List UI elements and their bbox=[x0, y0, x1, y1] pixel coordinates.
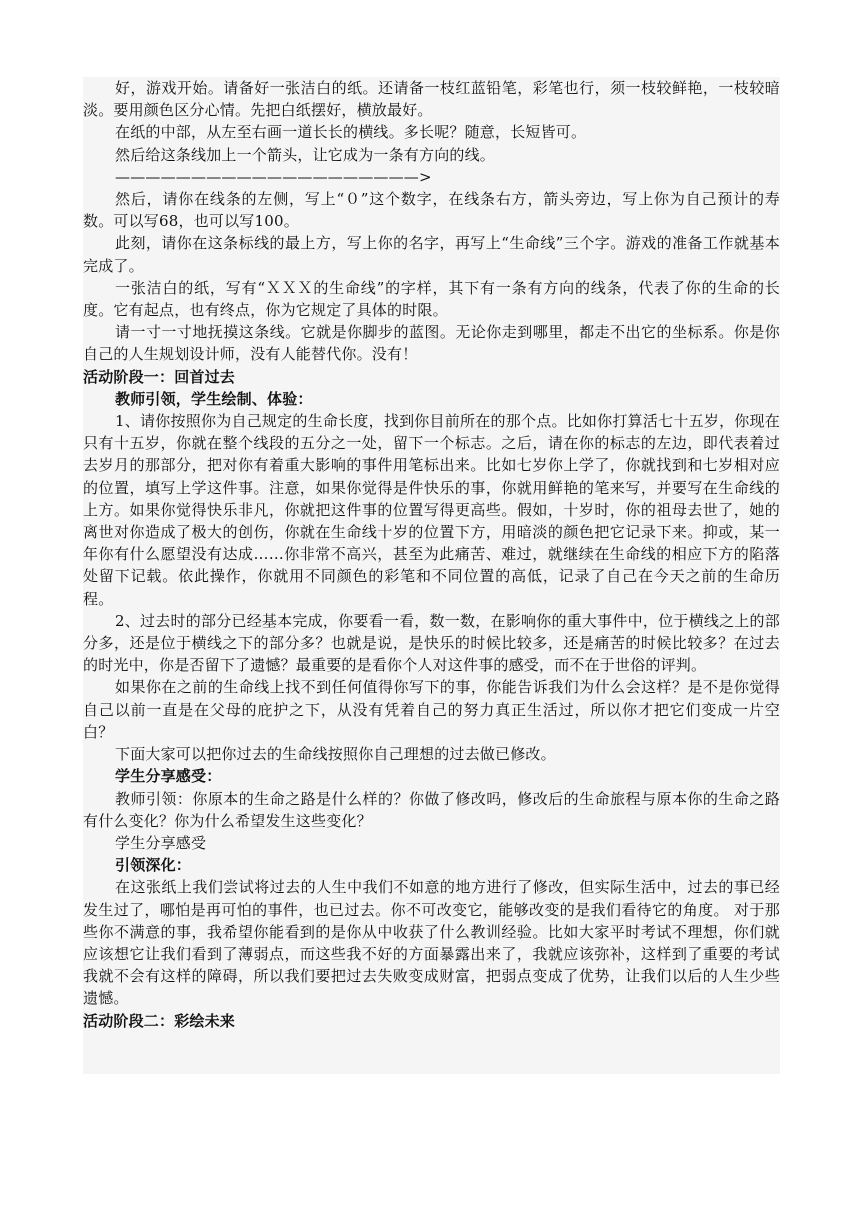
paragraph-lifeline-desc: 一张洁白的纸，写有“ＸＸＸ的生命线”的字样，其下有一条有方向的线条，代表了你的生命的长度。它有起点，也有终点，你为它规定了具体的时限。 bbox=[83, 278, 780, 320]
paragraph-empty-past: 如果你在之前的生命线上找不到任何值得你写下的事，你能告诉我们为什么会这样？是不是你觉得自己以前一直是在父母的庇护之下，从没有凭着自己的努力真正生活过，所以你才把它们变成一片空白？ bbox=[83, 678, 780, 741]
paragraph-write-zero: 然后，请你在线条的左侧，写上“０”这个数字，在线条右方，箭头旁边，写上你为自己预计的寿数。可以写68，也可以写100。 bbox=[83, 190, 780, 231]
paragraph-step-one: 1、请你按照你为自己规定的生命长度，找到你目前所在的那个点。比如你打算活七十五岁，你现在只有十五岁，你就在整个线段的五分之一处，留下一个标志。之后，请在你的标志的左边，即代表着过去岁月的那部分，把对你有着重大影响的事件用笔标出来。比如七岁你上学了，你就找到和七岁相对应的位置，填写上学这件事。注意，如果你觉得是件快乐的事，你就用鲜艳的笔来写，并要写在生命线的上方。如果你觉得快乐非凡，你就把这件事的位置写得更高些。假如，十岁时，你的祖母去世了，她的离世对你造成了极大的创伤，你就在生命线十岁的位置下方，用暗淡的颜色把它记录下来。抑或，某一年你有什么愿望没有达成……你非常不高兴，甚至为此痛苦、难过，就继续在生命线的相应下方的陷落处留下记载。依此操作，你就用不同颜色的彩笔和不同位置的高低，记录了自己在今天之前的生命历程。 bbox=[83, 412, 780, 608]
document-page bbox=[83, 77, 780, 1074]
section-heading-stage-two: 活动阶段二：彩绘未来 bbox=[83, 1011, 236, 1030]
paragraph-game-start: 好，游戏开始。请备好一张洁白的纸。还请备一枝红蓝铅笔，彩笔也行，须一枝较鲜艳，一枝较暗淡。要用颜色区分心情。先把白纸摆好，横放最好。 bbox=[83, 79, 780, 120]
subheading-deepen: 引领深化： bbox=[115, 856, 192, 875]
paragraph-write-name: 此刻，请你在这条标线的最上方，写上你的名字，再写上“生命线”三个字。游戏的准备工作就基本完成了。 bbox=[83, 234, 780, 275]
paragraph-deepen: 在这张纸上我们尝试将过去的人生中我们不如意的地方进行了修改，但实际生活中，过去的事已经发生过了，哪怕是再可怕的事件，也已过去。你不可改变它，能够改变的是我们看待它的角度。 对于那些你不满意的事，我希望你能看到的是你从中收获了什么教训经验。比如大家平时考试不理想，你们就应该想它让我们看到了薄弱点，而这些我不好的方面暴露出来了，我就应该弥补，这样到了重要的考试我就不会有这样的障碍，所以我们要把过去失败变成财富，把弱点变成了优势，让我们以后的人生少些遗憾。 bbox=[83, 878, 780, 1008]
paragraph-draw-line: 在纸的中部，从左至右画一道长长的横线。多长呢？随意，长短皆可。 bbox=[115, 123, 587, 142]
arrow-line-text: ————————————————————> bbox=[115, 167, 432, 186]
paragraph-student-share: 学生分享感受 bbox=[115, 833, 207, 852]
paragraph-step-two: 2、过去时的部分已经基本完成，你要看一看，数一数，在影响你的重大事件中，位于横线之上的部分多，还是位于横线之下的部分多？也就是说，是快乐的时候比较多，还是痛苦的时候比较多？在过去的时光中，你是否留下了遗憾？最重要的是看你个人对这件事的感受，而不在于世俗的评判。 bbox=[83, 611, 780, 675]
subheading-student-share: 学生分享感受： bbox=[115, 767, 222, 786]
paragraph-add-arrow: 然后给这条线加上一个箭头，让它成为一条有方向的线。 bbox=[115, 145, 496, 164]
paragraph-modify: 下面大家可以把你过去的生命线按照你自己理想的过去做已修改。 bbox=[115, 745, 556, 764]
paragraph-touch-line: 请一寸一寸地抚摸这条线。它就是你脚步的蓝图。无论你走到哪里，都走不出它的坐标系。你是你自己的人生规划设计师，没有人能替代你。没有！ bbox=[83, 323, 780, 364]
section-heading-stage-one: 活动阶段一：回首过去 bbox=[83, 367, 236, 386]
subheading-teacher-guide: 教师引领，学生绘制、体验： bbox=[115, 389, 313, 408]
paragraph-teacher-question: 教师引领：你原本的生命之路是什么样的？你做了修改吗，修改后的生命旅程与原本你的生命之路有什么变化？你为什么希望发生这些变化？ bbox=[83, 789, 780, 830]
